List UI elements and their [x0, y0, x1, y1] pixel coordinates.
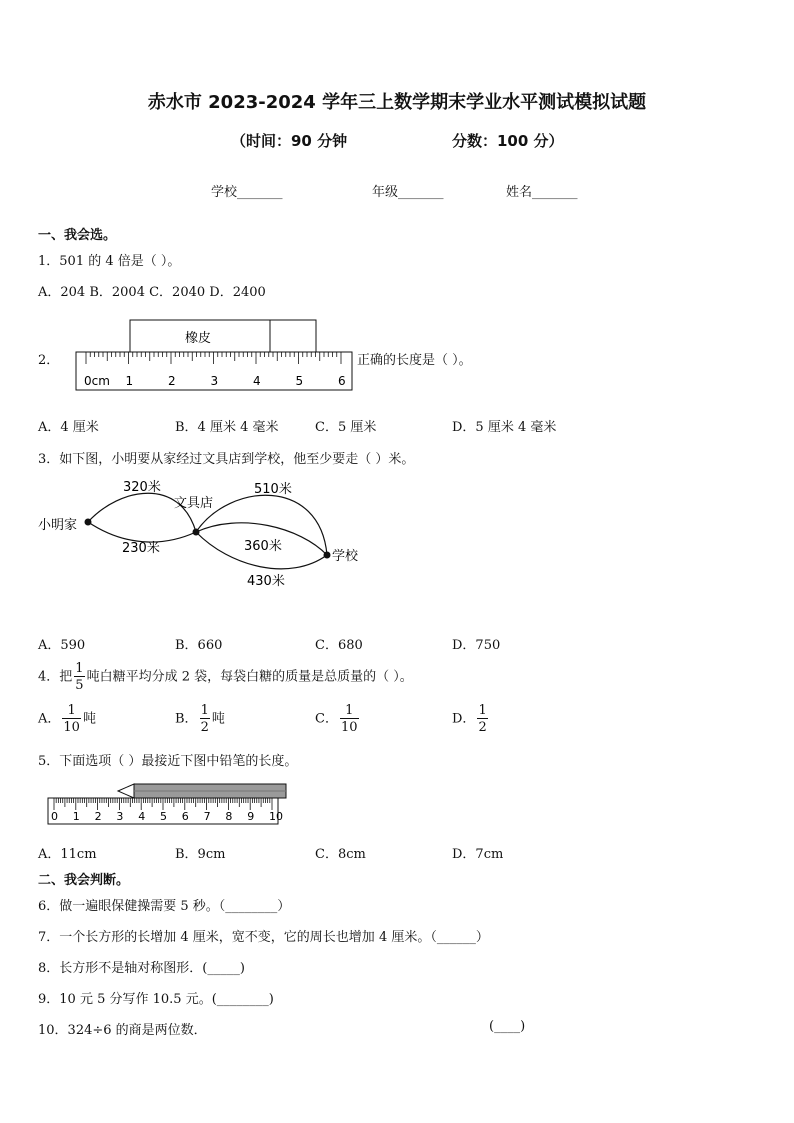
question-2-number: 2． — [38, 353, 60, 368]
ruler-label: 7 — [203, 810, 211, 823]
ruler-label: 2 — [168, 374, 176, 388]
ruler-label: 5 — [295, 374, 304, 388]
question-2-option-d: D．5 厘米 4 毫米 — [452, 420, 557, 435]
ruler-label: 6 — [338, 374, 346, 388]
question-10: 10．324÷6 的商是两位数． — [38, 1023, 207, 1038]
question-3-option-b: B．660 — [175, 638, 223, 653]
question-5-option-d: D．7cm — [452, 847, 504, 862]
route-360-label: 360米 — [244, 539, 282, 554]
question-7: 7．一个长方形的长增加 4 厘米，宽不变，它的周长也增加 4 厘米。（______） — [38, 930, 489, 945]
route-map-figure — [30, 472, 370, 596]
fraction-one-fifth: $\frac{1}{5}$ — [75, 661, 84, 693]
store-label: 文具店 — [174, 496, 214, 511]
question-4-option-c: C． $\frac{1}{10}$ — [315, 703, 358, 735]
question-6: 6．做一遍眼保健操需要 5 秒。（________） — [38, 899, 291, 914]
question-3-option-d: D．750 — [452, 638, 501, 653]
question-1-options: A．204 B．2004 C．2040 D．2400 — [38, 285, 266, 300]
question-9: 9．10 元 5 分写作 10.5 元。(________) — [38, 992, 274, 1007]
question-5-option-a: A．11cm — [38, 847, 97, 862]
ruler-label: 9 — [247, 810, 255, 823]
question-3: 3．如下图，小明要从家经过文具店到学校，他至少要走（ ）米。 — [38, 452, 415, 467]
section-heading-choice: 一、我会选。 — [38, 228, 117, 243]
ruler-label: 3 — [210, 374, 219, 388]
question-2-option-b: B．4 厘米 4 毫米 — [175, 420, 279, 435]
question-4-prefix: 4．把 — [38, 669, 73, 685]
name-field[interactable]: 姓名_______ — [506, 185, 578, 200]
ruler-label: 1 — [72, 810, 80, 823]
question-10-answer-blank[interactable]: (____) — [489, 1019, 526, 1034]
school-field[interactable]: 学校_______ — [211, 185, 283, 200]
pencil-ruler-figure — [46, 780, 292, 828]
ruler-label: 1 — [125, 374, 134, 388]
route-230-label: 230米 — [122, 541, 160, 556]
ruler-eraser-figure — [70, 316, 360, 396]
ruler-label: 5 — [160, 810, 167, 823]
ruler-label: 4 — [253, 374, 261, 388]
question-3-option-c: C．680 — [315, 638, 363, 653]
grade-field[interactable]: 年级_______ — [372, 185, 444, 200]
question-3-option-a: A．590 — [38, 638, 86, 653]
question-2-text: 正确的长度是（ ）。 — [357, 353, 472, 368]
question-8: 8．长方形不是轴对称图形．(_____) — [38, 961, 245, 976]
section-heading-judge: 二、我会判断。 — [38, 873, 130, 888]
route-510-label: 510米 — [254, 482, 292, 497]
page-title: 赤水市 2023-2024 学年三上数学期末学业水平测试模拟试题 — [147, 92, 647, 113]
school-label: 学校 — [332, 549, 359, 564]
ruler-label: 2 — [94, 810, 102, 823]
question-2-option-c: C．5 厘米 — [315, 420, 377, 435]
home-point — [85, 519, 92, 526]
home-label: 小明家 — [38, 518, 78, 533]
ruler-label: 0cm — [84, 374, 110, 388]
route-320-label: 320米 — [123, 480, 161, 495]
question-2-option-a: A．4 厘米 — [38, 420, 99, 435]
ruler-label: 3 — [116, 810, 124, 823]
question-4-suffix: 吨白糖平均分成 2 袋，每袋白糖的质量是总质量的（ ）。 — [86, 669, 413, 685]
ruler-label: 8 — [225, 810, 233, 823]
question-5: 5．下面选项（ ）最接近下图中铅笔的长度。 — [38, 754, 298, 769]
ruler-label: 6 — [181, 810, 189, 823]
ruler-label: 0 — [51, 810, 58, 823]
ruler-label: 4 — [138, 810, 146, 823]
time-limit: （时间：90 分钟 — [231, 132, 348, 150]
question-4-option-a: A． $\frac{1}{10}$ 吨 — [38, 703, 96, 735]
question-5-option-c: C．8cm — [315, 847, 366, 862]
store-point — [193, 529, 200, 536]
school-point — [324, 552, 331, 559]
question-5-option-b: B．9cm — [175, 847, 226, 862]
question-4 — [38, 662, 413, 692]
total-score: 分数：100 分） — [452, 132, 564, 150]
route-430-label: 430米 — [247, 574, 285, 589]
ruler-label: 10 — [269, 810, 283, 823]
question-1: 1．501 的 4 倍是（ ）。 — [38, 254, 181, 269]
eraser-label: 橡皮 — [185, 331, 212, 346]
question-4-option-b: B． $\frac{1}{2}$ 吨 — [175, 703, 225, 735]
question-4-option-d: D． $\frac{1}{2}$ — [452, 703, 487, 735]
